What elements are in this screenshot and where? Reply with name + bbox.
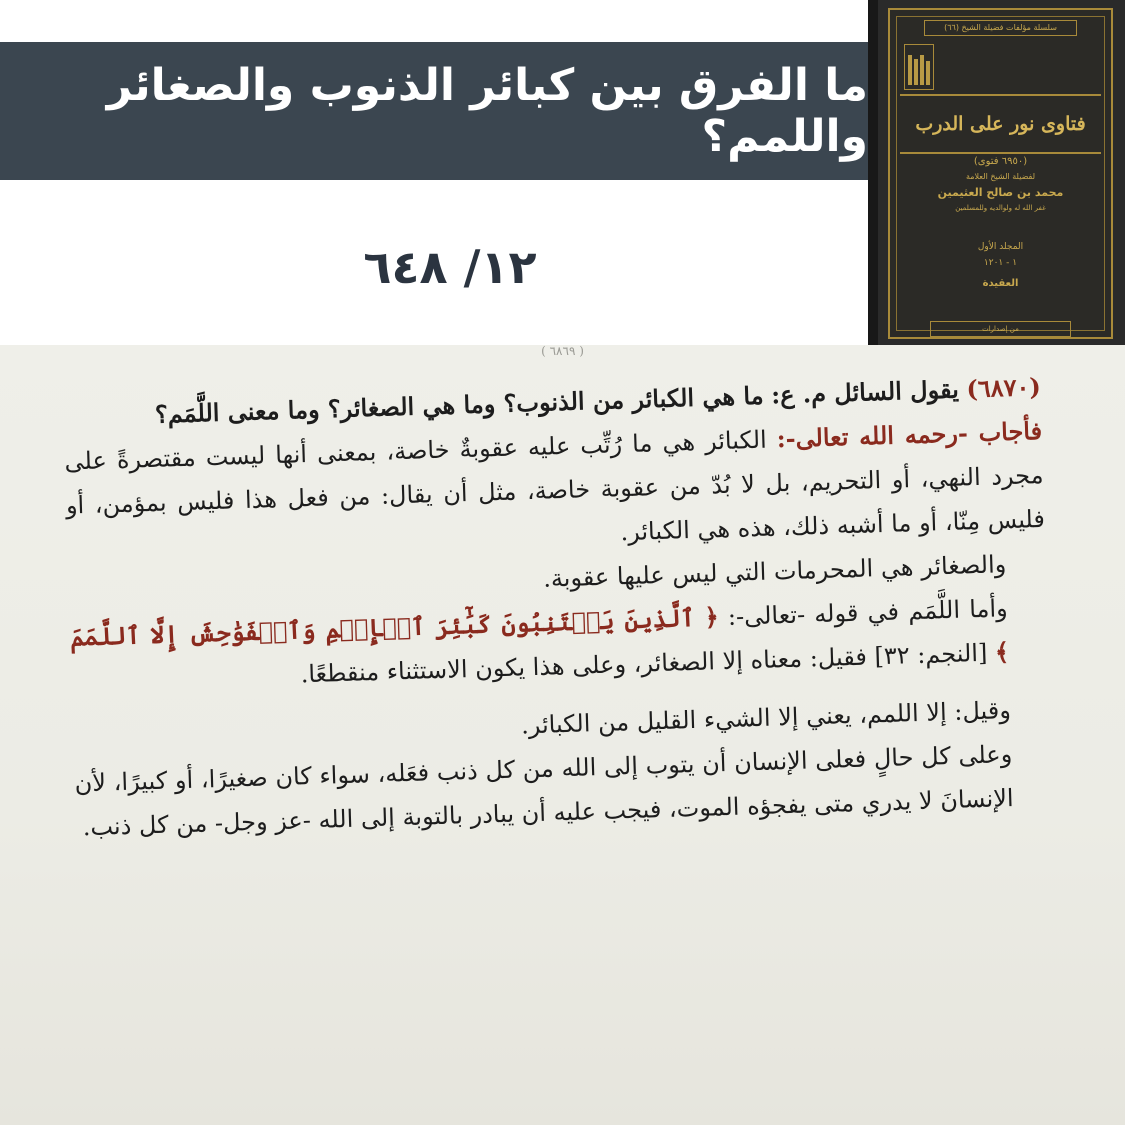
answer-paragraph-4: وقيل: إلا اللمم، يعني إلا الشيء القليل من الكبائر. (520, 696, 1012, 740)
previous-line-fragment: ( ٦٨٦٩ ) (541, 345, 584, 357)
answer-lead: فأجاب -رحمه الله تعالى-: (776, 415, 1043, 454)
book-author-suffix: غفر الله له ولوالديه وللمسلمين (955, 204, 1046, 212)
quran-verse: ﴿ ٱلَّذِينَ يَجۡتَنِبُونَ كَبَٰٓئِرَ ٱلۡإِثۡمِ وَٱلۡفَوَٰحِشَ إِلَّا ٱللَّمَمَ ﴾ (69, 602, 1010, 667)
answer-paragraph-2: والصغائر هي المحرمات التي ليس عليها عقوبة. (542, 550, 1007, 593)
question-number: (٦٨٧٠) (965, 371, 1042, 404)
book-page-photo (0, 345, 1125, 1125)
fatwa-text (62, 365, 1054, 849)
book-volume: المجلد الأول (977, 242, 1024, 252)
book-cover-image (868, 0, 1125, 345)
book-subject: العقيدة (982, 278, 1019, 289)
page-title: ما الفرق بين كبائر الذنوب والصغائر واللمم؟ (106, 60, 868, 162)
book-author: محمد بن صالح العثيمين (937, 186, 1064, 199)
book-title-band (900, 94, 1101, 154)
bookshelf-icon (904, 44, 934, 90)
answer-text-3-rest: فقيل: معناه إلا الصغائر، وعلى هذا يكون الاستثناء منقطعًا. (300, 642, 868, 689)
answer-text-3-lead: وأما اللَّمَم في قوله -تعالى-: (727, 594, 1009, 631)
book-spine (868, 0, 878, 345)
book-publisher: من إصدارات (930, 321, 1071, 337)
book-fatwa-count: (٦٩٥٠ فتوى) (973, 156, 1028, 167)
question-lead: يقول السائل م. ع: (770, 374, 960, 410)
book-range: ١ - ١٢٠١ (983, 258, 1018, 268)
verse-reference: [النجم: ٣٢] (874, 638, 988, 671)
book-series-label: سلسلة مؤلفات فضيلة الشيخ (٦٦) (924, 20, 1077, 36)
answer-text-1: الكبائر هي ما رُتِّب عليه عقوبةٌ خاصة، بمعنى أنها ليست مقتصرةً على مجرد النهي، أو التحريم، بل لا بُدّ من عقوبة خاصة، مثل أن يقال: من فعل هذا فليس بمؤمن، أو فليس مِنّا، أو ما أشبه ذلك، هذه هي الكبائر. (64, 425, 1046, 547)
book-author-prefix: لفضيلة الشيخ العلامة (965, 172, 1036, 181)
volume-page-reference: ١٢/ ٦٤٨ (363, 240, 537, 294)
book-title: فتاوى نور على الدرب (915, 113, 1086, 135)
answer-paragraph-5: وعلى كل حالٍ فعلى الإنسان أن يتوب إلى الله من كل ذنب فعَله، سواء كان صغيرًا، أو كبيرًا، لأن الإنسانَ لا يدري متى يفجؤه الموت، فيجب عليه أن يبادر بالتوبة إلى الله -عز وجل- من كل ذنب. (74, 740, 1015, 842)
title-banner (0, 42, 868, 180)
book-cover-frame (888, 8, 1113, 339)
question-text: ما هي الكبائر من الذنوب؟ وما هي الصغائر؟ وما معنى اللَّمَم؟ (154, 380, 765, 429)
